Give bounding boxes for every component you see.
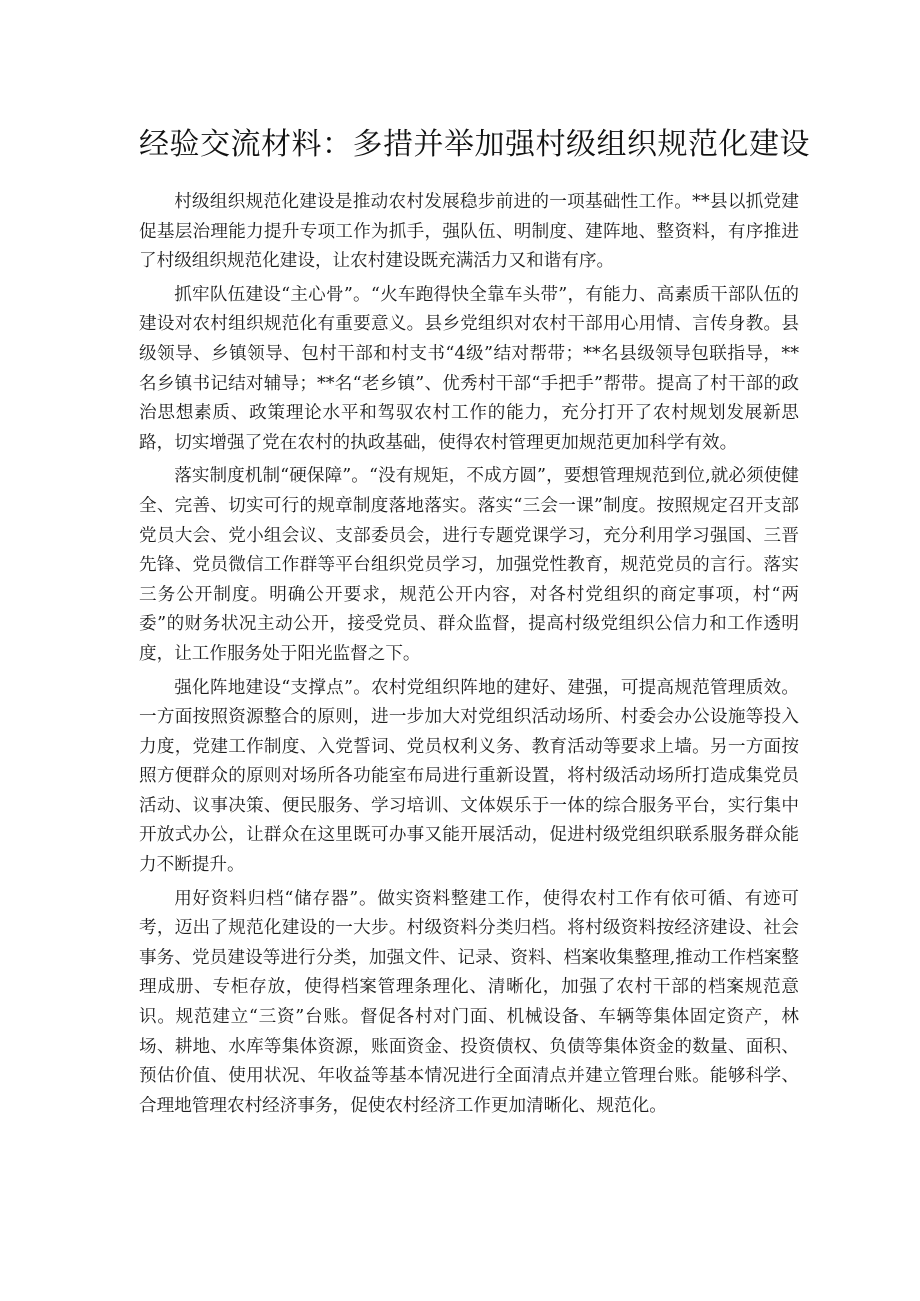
document-page [139, 124, 810, 1125]
paragraph-team-building: 抓牢队伍建设“主心骨”。“火车跑得快全靠车头带”，有能力、高素质干部队伍的建设对农村组织规范化有重要意义。县乡党组织对农村干部用心用情、言传身教。县级领导、乡镇领导、包村干部和村支书“4级”结对帮带；**名县级领导包联指导，**名乡镇书记结对辅导；**名“老乡镇”、优秀村干部“手把手”帮带。提高了村干部的政治思想素质、政策理论水平和驾驭农村工作的能力，充分打开了农村规划发展新思路，切实增强了党在农村的执政基础，使得农村管理更加规范更加科学有效。 [139, 284, 799, 453]
paragraph-system-mechanism: 落实制度机制“硬保障”。“没有规矩，不成方圆”，要想管理规范到位,就必须使健全、完善、切实可行的规章制度落地落实。落实“三会一课”制度。按照规定召开支部党员大会、党小组会议、支部委员会，进行专题党课学习，充分利用学习强国、三晋先锋、党员微信工作群等平台组织党员学习，加强党性教育，规范党员的言行。落实三务公开制度。明确公开要求，规范公开内容，对各村党组织的商定事项，村“两委”的财务状况主动公开，接受党员、群众监督，提高村级党组织公信力和工作透明度，让工作服务处于阳光监督之下。 [139, 466, 799, 664]
paragraph-intro: 村级组织规范化建设是推动农村发展稳步前进的一项基础性工作。**县以抓党建促基层治理能力提升专项工作为抓手，强队伍、明制度、建阵地、整资料，有序推进了村级组织规范化建设，让农村建设既充满活力又和谐有序。 [139, 192, 799, 272]
paragraph-position-building: 强化阵地建设“支撑点”。农村党组织阵地的建好、建强，可提高规范管理质效。一方面按照资源整合的原则，进一步加大对党组织活动场所、村委会办公设施等投入力度，党建工作制度、入党誓词、党员权利义务、教育活动等要求上墙。另一方面按照方便群众的原则对场所各功能室布局进行重新设置，将村级活动场所打造成集党员活动、议事决策、便民服务、学习培训、文体娱乐于一体的综合服务平台，实行集中开放式办公，让群众在这里既可办事又能开展活动，促进村级党组织联系服务群众能力不断提升。 [139, 677, 799, 876]
document-title: 经验交流材料：多措并举加强村级组织规范化建设 [139, 127, 810, 162]
paragraph-archive-management: 用好资料归档“储存器”。做实资料整建工作，使得农村工作有依可循、有迹可考，迈出了规范化建设的一大步。村级资料分类归档。将村级资料按经济建设、社会事务、党员建设等进行分类，加强文件、记录、资料、档案收集整理,推动工作档案整理成册、专柜存放，使得档案管理条理化、清晰化，加强了农村干部的档案规范意识。规范建立“三资”台账。督促各村对门面、机械设备、车辆等集体固定资产，林场、耕地、水库等集体资源，账面资金、投资债权、负债等集体资金的数量、面积、预估价值、使用状况、年收益等基本情况进行全面清点并建立管理台账。能够科学、合理地管理农村经济事务，促使农村经济工作更加清晰化、规范化。 [139, 888, 799, 1116]
